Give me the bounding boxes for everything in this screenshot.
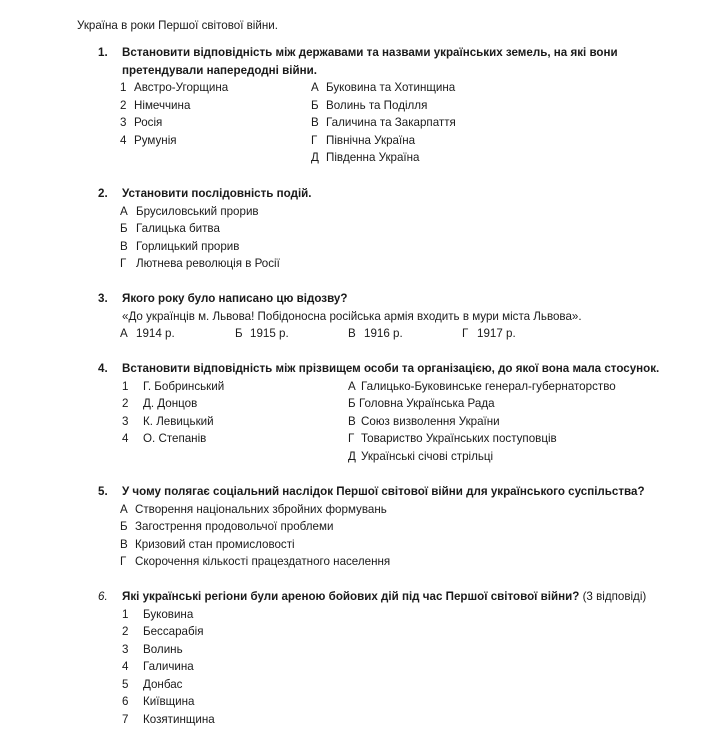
question-number: 3.	[98, 292, 108, 305]
option-key: Г	[348, 432, 355, 445]
option-row	[98, 606, 698, 624]
option-row	[98, 693, 698, 711]
option-text: Горлицький прорив	[136, 239, 240, 253]
option-key: Б	[120, 222, 128, 235]
option-text: Німеччина	[134, 98, 191, 112]
option-text: О. Степанів	[143, 432, 207, 445]
match-row	[98, 448, 698, 466]
option-row	[98, 711, 698, 729]
question-note: (3 відповіді)	[579, 590, 647, 603]
question-text: Якого року було написано цю відозву?	[122, 292, 348, 305]
question-text: Які українські регіони були ареною бойових дій під час Першої світової війни?	[122, 590, 580, 603]
option-key: В	[311, 116, 319, 129]
option-key: 1	[122, 607, 129, 621]
option-key: А	[120, 502, 128, 516]
match-row	[98, 395, 698, 413]
option-text: Австро-Угорщина	[134, 81, 229, 94]
option-text: Козятинщина	[143, 712, 215, 726]
option-row	[98, 255, 698, 273]
option-key: 4	[120, 133, 127, 147]
option-key: 2	[122, 625, 129, 638]
option-text: Кризовий стан промисловості	[135, 537, 295, 551]
option-text: Д. Донцов	[143, 397, 198, 410]
option-row	[98, 238, 698, 256]
option-text: 1916 р.	[364, 327, 403, 340]
option-key: 2	[120, 98, 127, 112]
option-key: 4	[122, 432, 129, 445]
option-text: 1915 р.	[250, 327, 289, 340]
option-text: Буковина та Хотинщина	[326, 81, 456, 94]
question-2-heading	[98, 185, 698, 203]
option-key: 3	[120, 116, 127, 129]
option-text: Росія	[134, 116, 163, 129]
question-6	[98, 588, 698, 728]
option-text: Бессарабія	[143, 625, 204, 638]
option-text: Київщина	[143, 695, 195, 708]
option-text: Товариство Українських поступовців	[361, 432, 557, 445]
match-row	[98, 149, 698, 167]
question-1	[98, 44, 698, 167]
option-row	[98, 623, 698, 641]
option-key: Г	[462, 327, 469, 340]
option-key: 3	[122, 414, 129, 428]
option-text: Г. Бобринський	[143, 379, 225, 393]
question-2	[98, 185, 698, 273]
option-key: Б	[235, 327, 243, 340]
question-text: Установити послідовність подій.	[122, 187, 312, 200]
option-row	[98, 325, 698, 343]
option-text: Брусиловський прорив	[136, 204, 259, 218]
option-text: Галицька битва	[136, 222, 220, 235]
option-key: Б	[348, 397, 356, 410]
option-text: 1917 р.	[477, 327, 516, 340]
option-key: Г	[311, 133, 318, 147]
option-row	[98, 518, 698, 536]
option-text: Створення національних збройних формувань	[135, 502, 387, 516]
question-number: 4.	[98, 362, 108, 375]
match-row	[98, 79, 698, 97]
option-text: Буковина	[143, 607, 194, 621]
question-1-heading	[98, 44, 698, 79]
option-row	[98, 641, 698, 659]
option-row	[98, 536, 698, 554]
match-row	[98, 430, 698, 448]
question-number: 1.	[98, 46, 108, 59]
option-text: Румунія	[134, 133, 177, 147]
option-text: Північна Україна	[326, 133, 416, 147]
question-5	[98, 483, 698, 571]
option-row	[98, 501, 698, 519]
option-text: Скорочення кількості працездатного населення	[135, 555, 391, 568]
match-row	[98, 132, 698, 150]
question-4-heading	[98, 360, 698, 378]
option-key: 3	[122, 642, 129, 656]
option-key: 6	[122, 695, 129, 708]
question-number: 5.	[98, 485, 108, 498]
option-key: 5	[122, 677, 129, 691]
option-text: Галицько-Буковинське генерал-губернаторство	[361, 379, 616, 393]
option-text: Донбас	[143, 677, 183, 691]
question-6-heading	[98, 588, 698, 606]
quote-text: «До українців м. Львова! Побідоносна російська армія входить в мури міста Львова».	[122, 309, 582, 323]
question-3	[98, 290, 698, 343]
option-key: А	[311, 81, 319, 94]
option-key: Б	[120, 520, 128, 533]
option-row	[98, 220, 698, 238]
option-key: Д	[311, 151, 319, 164]
option-row	[98, 203, 698, 221]
match-row	[98, 97, 698, 115]
option-text: Союз визволення України	[361, 414, 500, 428]
option-text: Українські січові стрільці	[361, 449, 494, 463]
option-key: Г	[120, 555, 127, 568]
question-5-heading	[98, 483, 698, 501]
option-key: В	[120, 537, 128, 551]
option-key: Д	[348, 449, 356, 463]
option-key: В	[348, 414, 356, 428]
option-key: А	[348, 379, 356, 393]
match-row	[98, 413, 698, 431]
match-row	[98, 378, 698, 396]
option-row	[98, 676, 698, 694]
option-row	[98, 553, 698, 571]
option-text: Волинь	[143, 642, 183, 656]
option-text: Лютнева революція в Росії	[136, 257, 280, 270]
question-number: 6.	[98, 590, 108, 603]
option-key: 1	[122, 379, 129, 393]
option-key: 1	[120, 81, 127, 94]
option-key: 2	[122, 397, 129, 410]
option-key: 4	[122, 660, 129, 673]
option-key: Б	[311, 98, 319, 112]
option-text: Загострення продовольчої проблеми	[135, 520, 334, 533]
question-number: 2.	[98, 187, 108, 200]
option-key: А	[120, 204, 128, 218]
question-text: Встановити відповідність між прізвищем особи та організацією, до якої вона мала стосунок.	[122, 362, 660, 375]
question-text: Встановити відповідність між державами та назвами українських земель, на які вони претендували напередодні війни.	[122, 46, 618, 77]
document-title: Україна в роки Першої світової війни.	[77, 19, 278, 32]
option-row	[98, 658, 698, 676]
option-text: 1914 р.	[136, 327, 175, 340]
option-text: Головна Українська Рада	[359, 397, 495, 410]
option-key: В	[348, 327, 356, 340]
option-text: Волинь та Поділля	[326, 98, 428, 112]
match-row	[98, 114, 698, 132]
option-text: Галичина	[143, 660, 194, 673]
option-key: Г	[120, 257, 127, 270]
option-key: В	[120, 239, 128, 253]
option-text: К. Левицький	[143, 414, 214, 428]
question-text: У чому полягає соціальний наслідок Першої світової війни для українського суспільства?	[122, 485, 645, 498]
option-text: Південна Україна	[326, 151, 420, 164]
question-4	[98, 360, 698, 465]
option-key: 7	[122, 712, 129, 726]
question-3-heading	[98, 290, 698, 308]
option-text: Галичина та Закарпаття	[326, 116, 456, 129]
option-key: А	[120, 327, 128, 340]
